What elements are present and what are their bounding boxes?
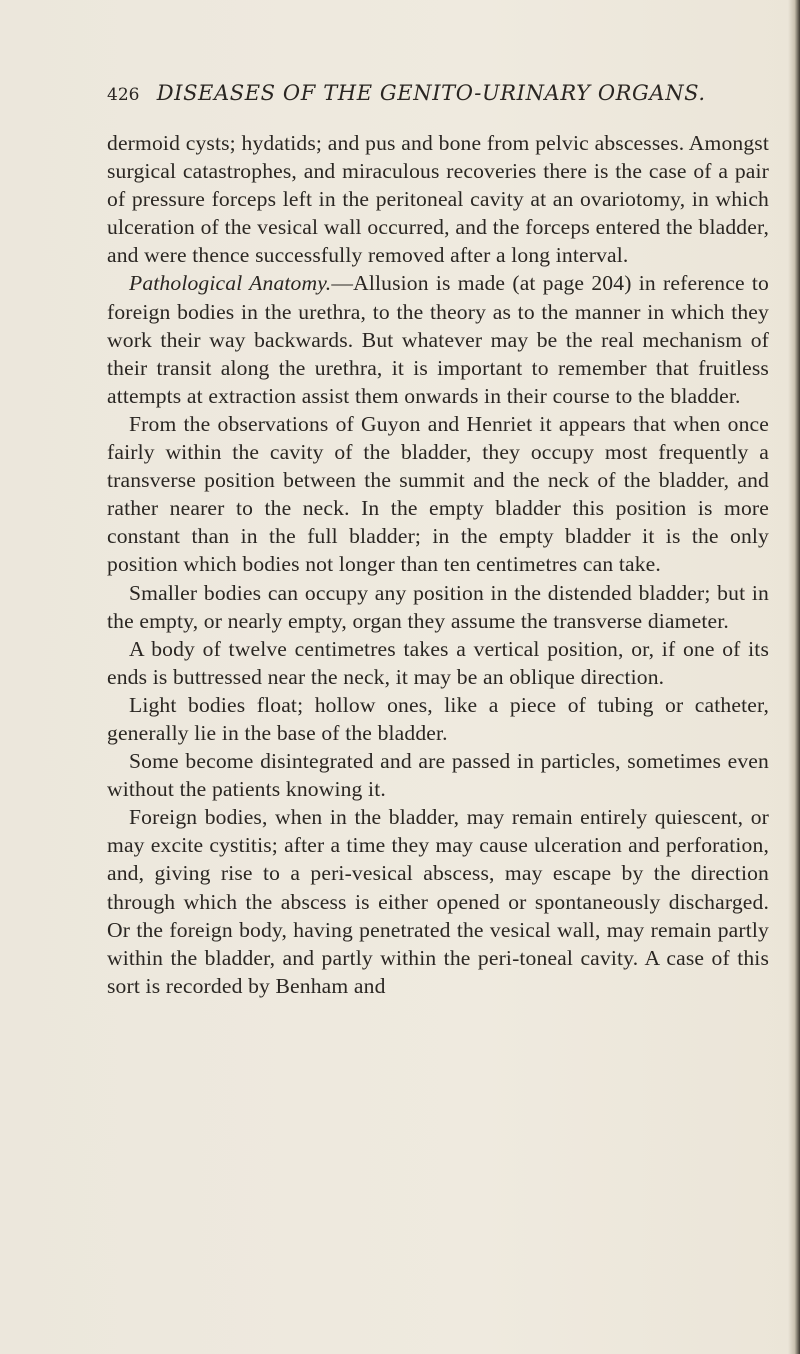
body-text — [107, 129, 769, 1000]
paragraph-pathological-anatomy — [107, 269, 769, 409]
page-number: 426 — [107, 85, 140, 105]
paragraph-continued: dermoid cysts; hydatids; and pus and bone from pelvic abscesses. Amongst surgical catastrophes, and miraculous recoveries there is the case of a pair of pressure forceps left in the peritoneal cavity at an ovariotomy, in which ulceration of the vesical wall occurred, and the forceps entered the bladder, and were thence successfully removed after a long interval. — [107, 131, 769, 268]
page-header — [107, 81, 767, 113]
paragraph-text: —Allusion is made (at page 204) in reference to foreign bodies in the urethra, to the theory as to the manner in which they work their way backwards. But whatever may be the real mechanism of their transit along the urethra, it is important to remember that fruitless attempts at extraction assist them onwards in their course to the bladder. — [107, 271, 769, 408]
running-title: DISEASES OF THE GENITO-URINARY ORGANS. — [156, 81, 706, 105]
paragraph: Some become disintegrated and are passed in particles, sometimes even without the patients knowing it. — [107, 749, 769, 802]
paragraph: Light bodies float; hollow ones, like a piece of tubing or catheter, generally lie in the base of the bladder. — [107, 692, 769, 745]
paragraph: Smaller bodies can occupy any position in the distended bladder; but in the empty, or nearly empty, organ they assume the transverse diameter. — [107, 580, 769, 633]
paragraph: From the observations of Guyon and Henriet it appears that when once fairly within the cavity of the bladder, they occupy most frequently a transverse position between the summit and the neck of the bladder, and rather nearer to the neck. In the empty bladder this position is more constant than in the full bladder; in the empty bladder it is the only position which bodies not longer than ten centimetres can take. — [107, 411, 769, 577]
paragraph: Foreign bodies, when in the bladder, may remain entirely quiescent, or may excite cystitis; after a time they may cause ulceration and perforation, and, giving rise to a peri-vesical abscess, may escape by the direction through which the abscess is either opened or spontaneously discharged. Or the foreign body, having penetrated the vesical wall, may remain partly within the bladder, and partly within the peri-toneal cavity. A case of this sort is recorded by Benham and — [107, 805, 769, 998]
page-edge-shadow — [788, 0, 800, 1354]
section-heading: Pathological Anatomy. — [129, 271, 332, 296]
paragraph: A body of twelve centimetres takes a vertical position, or, if one of its ends is buttressed near the neck, it may be an oblique direction. — [107, 636, 769, 689]
